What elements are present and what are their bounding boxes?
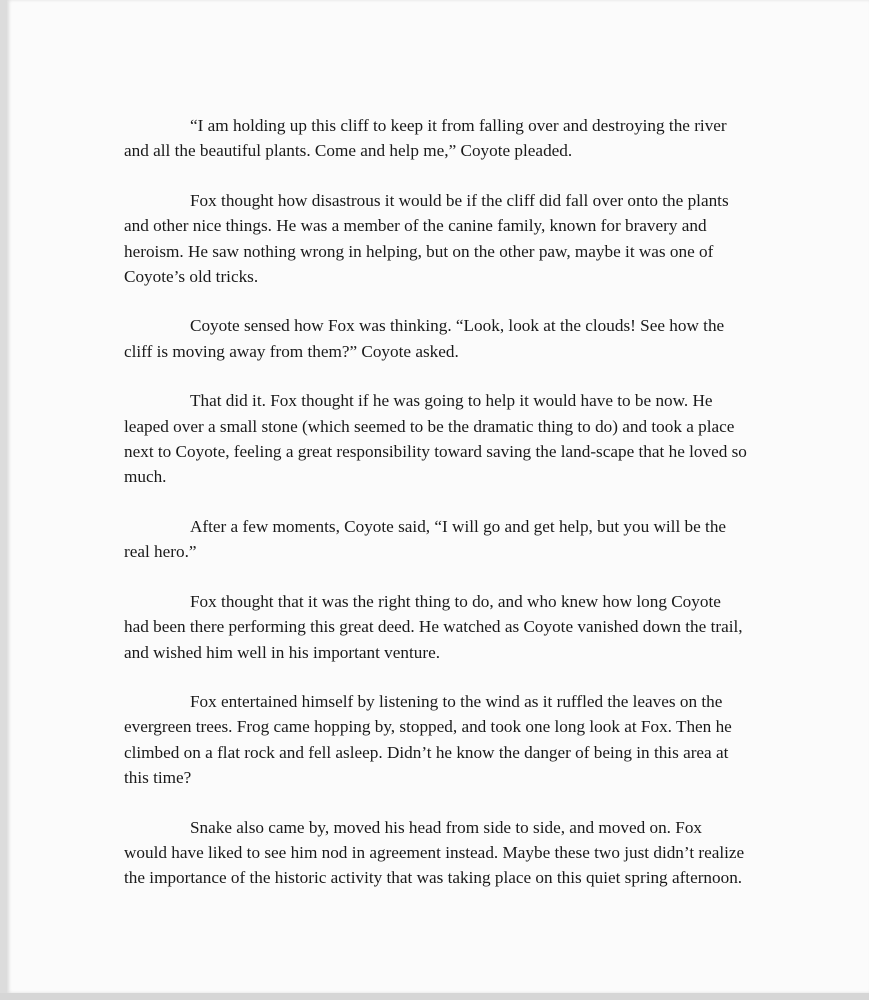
- paragraph-1: “I am holding up this cliff to keep it from falling over and destroying the river and all the beautiful plants. Come and help me,” Coyote pleaded.: [124, 116, 727, 161]
- book-page: [7, 0, 869, 993]
- story-text: [124, 113, 748, 891]
- paragraph-5: After a few moments, Coyote said, “I will go and get help, but you will be the real hero.”: [124, 516, 727, 562]
- paragraph-7: Fox entertained himself by listening to the wind as it ruffled the leaves on the evergreen trees. Frog came hopping by, stopped, and took one long look at Fox. Then he climbed on a flat rock and fell asleep. Didn’t he know the danger of being in this area at this time?: [124, 691, 732, 788]
- paragraph-3: Coyote sensed how Fox was thinking. “Look, look at the clouds! See how the cliff is moving away from them?” Coyote asked.: [124, 316, 725, 361]
- paragraph-4: That did it. Fox thought if he was going to help it would have to be now. He leaped over a small stone (which seemed to be the dramatic thing to do) and took a place next to Coyote, feeling a great responsibility toward saving the land-scape that he loved so much.: [124, 391, 747, 487]
- paragraph-2: Fox thought how disastrous it would be if the cliff did fall over onto the plants and other nice things. He was a member of the canine family, known for bravery and heroism. He saw nothing wrong in helping, but on the other paw, maybe it was one of Coyote’s old tricks.: [124, 190, 729, 287]
- paragraph-6: Fox thought that it was the right thing to do, and who knew how long Coyote had been there performing this great deed. He watched as Coyote vanished down the trail, and wished him well in his important venture.: [124, 591, 743, 662]
- page-bottom-edge: [0, 993, 869, 1000]
- paragraph-8: Snake also came by, moved his head from side to side, and moved on. Fox would have liked to see him nod in agreement instead. Maybe these two just didn’t realize the importance of the historic activity that was taking place on this quiet spring afternoon.: [124, 817, 745, 888]
